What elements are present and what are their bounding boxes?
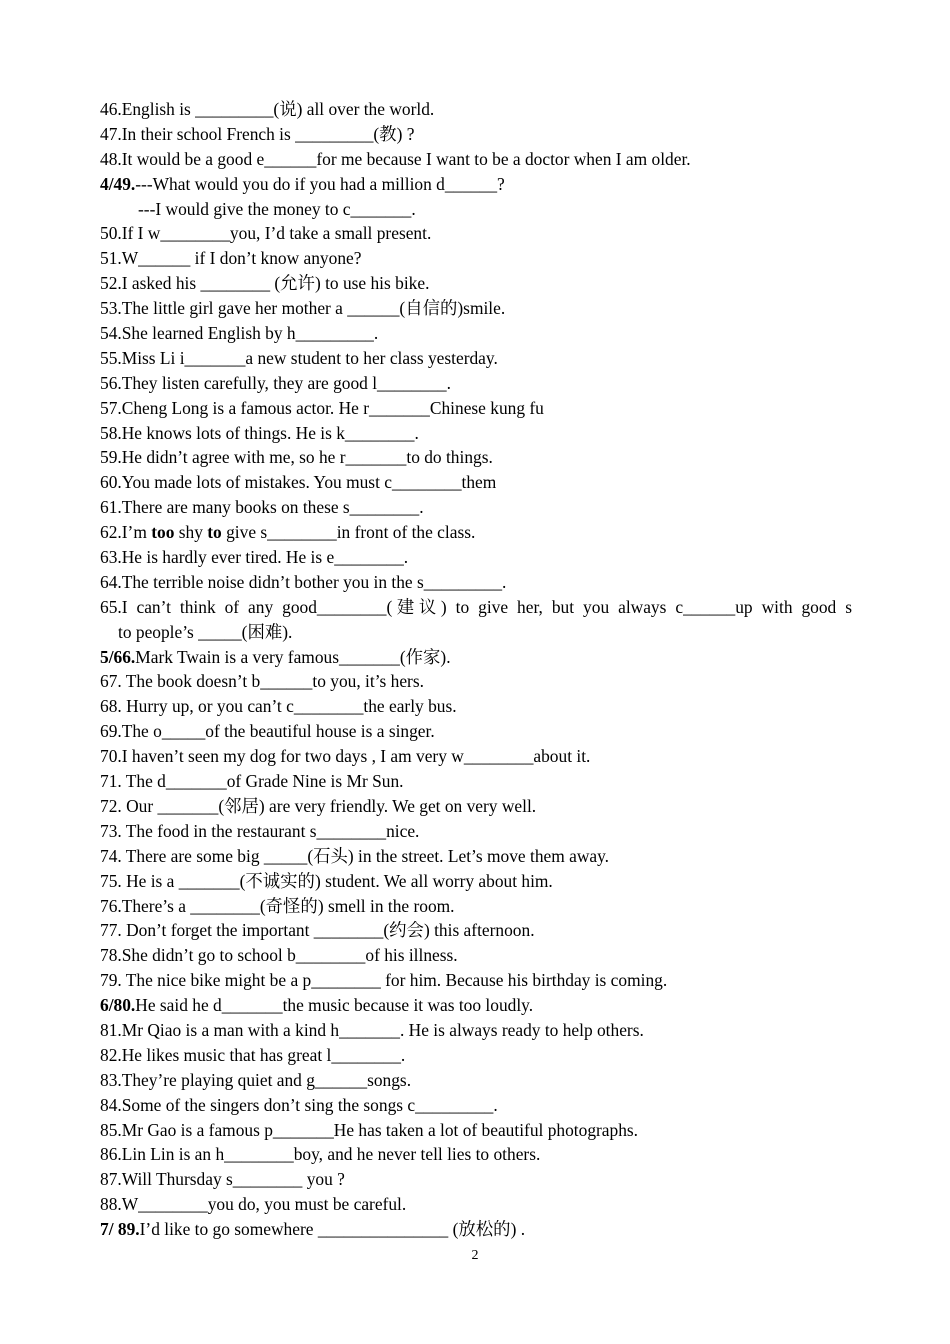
exercise-line-77: 77. Don’t forget the important ________(约会) this afternoon. (100, 920, 535, 941)
exercise-line-85: 85.Mr Gao is a famous p_______He has taken a lot of beautiful photographs. (100, 1119, 639, 1140)
exercise-line-57: 57.Cheng Long is a famous actor. He r_______Chinese kung fu (100, 397, 544, 418)
exercise-line-59: 59.He didn’t agree with me, so he r_______to do things. (100, 447, 493, 468)
exercise-line-58: 58.He knows lots of things. He is k________. (100, 422, 419, 443)
exercise-line-74: 74. There are some big _____(石头) in the street. Let’s move them away. (100, 845, 610, 866)
exercise-line-47: 47.In their school French is _________(教) ? (100, 123, 415, 144)
exercise-line-63: 63.He is hardly ever tired. He is e________. (100, 547, 409, 568)
exercise-line-50: 50.If I w________you, I’d take a small present. (100, 223, 432, 244)
exercise-line-76: 76.There’s a ________(奇怪的) smell in the room. (100, 895, 455, 916)
page-number: 2 (471, 1248, 479, 1263)
exercise-line-66: 5/66.Mark Twain is a very famous_______(作家). (100, 646, 451, 667)
exercise-list (100, 97, 852, 1242)
exercise-line-88: 88.W________you do, you must be careful. (100, 1194, 407, 1215)
exercise-line-86: 86.Lin Lin is an h________boy, and he never tell lies to others. (100, 1144, 541, 1165)
exercise-line-83: 83.They’re playing quiet and g______songs. (100, 1069, 412, 1090)
exercise-line-67: 67. The book doesn’t b______to you, it’s hers. (100, 671, 424, 692)
exercise-line-65: 65.I can’t think of any good________(建议) to give her, but you always c______up with good s (100, 596, 852, 617)
exercise-line-79: 79. The nice bike might be a p________ for him. Because his birthday is coming. (100, 970, 668, 991)
exercise-line-71: 71. The d_______of Grade Nine is Mr Sun. (100, 771, 404, 792)
exercise-line-70: 70.I haven’t seen my dog for two days , I am very w________about it. (100, 746, 591, 767)
exercise-line-82: 82.He likes music that has great l________. (100, 1044, 406, 1065)
exercise-line-54: 54.She learned English by h_________. (100, 323, 379, 344)
exercise-line-78: 78.She didn’t go to school b________of his illness. (100, 945, 458, 966)
exercise-line-55: 55.Miss Li i_______a new student to her class yesterday. (100, 347, 498, 368)
exercise-line-81: 81.Mr Qiao is a man with a kind h_______. He is always ready to help others. (100, 1019, 644, 1040)
exercise-line-53: 53.The little girl gave her mother a ______(自信的)smile. (100, 298, 506, 319)
exercise-line-65-continued: to people’s _____(困难). (118, 621, 293, 642)
exercise-line-48: 48.It would be a good e______for me because I want to be a doctor when I am older. (100, 148, 691, 169)
exercise-line-80: 6/80.He said he d_______the music because it was too loudly. (100, 995, 534, 1016)
exercise-line-84: 84.Some of the singers don’t sing the songs c_________. (100, 1094, 498, 1115)
exercise-line-60: 60.You made lots of mistakes. You must c________them (100, 472, 497, 493)
exercise-line-89: 7/ 89.I’d like to go somewhere _______________ (放松的) . (100, 1219, 526, 1240)
exercise-line-75: 75. He is a _______(不诚实的) student. We all worry about him. (100, 870, 553, 891)
exercise-line-49: 4/49.---What would you do if you had a million d______? (100, 173, 505, 194)
exercise-line-56: 56.They listen carefully, they are good l________. (100, 372, 451, 393)
exercise-line-69: 69.The o_____of the beautiful house is a singer. (100, 721, 435, 742)
exercise-line-51: 51.W______ if I don’t know anyone? (100, 248, 362, 269)
exercise-line-73: 73. The food in the restaurant s________nice. (100, 820, 420, 841)
exercise-line-68: 68. Hurry up, or you can’t c________the early bus. (100, 696, 457, 717)
exercise-line-62: 62.I’m too shy to give s________in front of the class. (100, 522, 476, 543)
exercise-line-72: 72. Our _______(邻居) are very friendly. We get on very well. (100, 795, 537, 816)
exercise-line-87: 87.Will Thursday s________ you ? (100, 1169, 345, 1190)
exercise-line-46: 46.English is _________(说) all over the world. (100, 99, 435, 119)
exercise-line-49-answer: ---I would give the money to c_______. (138, 198, 416, 219)
exercise-line-64: 64.The terrible noise didn’t bother you in the s_________. (100, 571, 507, 592)
exercise-line-52: 52.I asked his ________ (允许) to use his bike. (100, 273, 430, 294)
exercise-line-61: 61.There are many books on these s________. (100, 497, 424, 518)
